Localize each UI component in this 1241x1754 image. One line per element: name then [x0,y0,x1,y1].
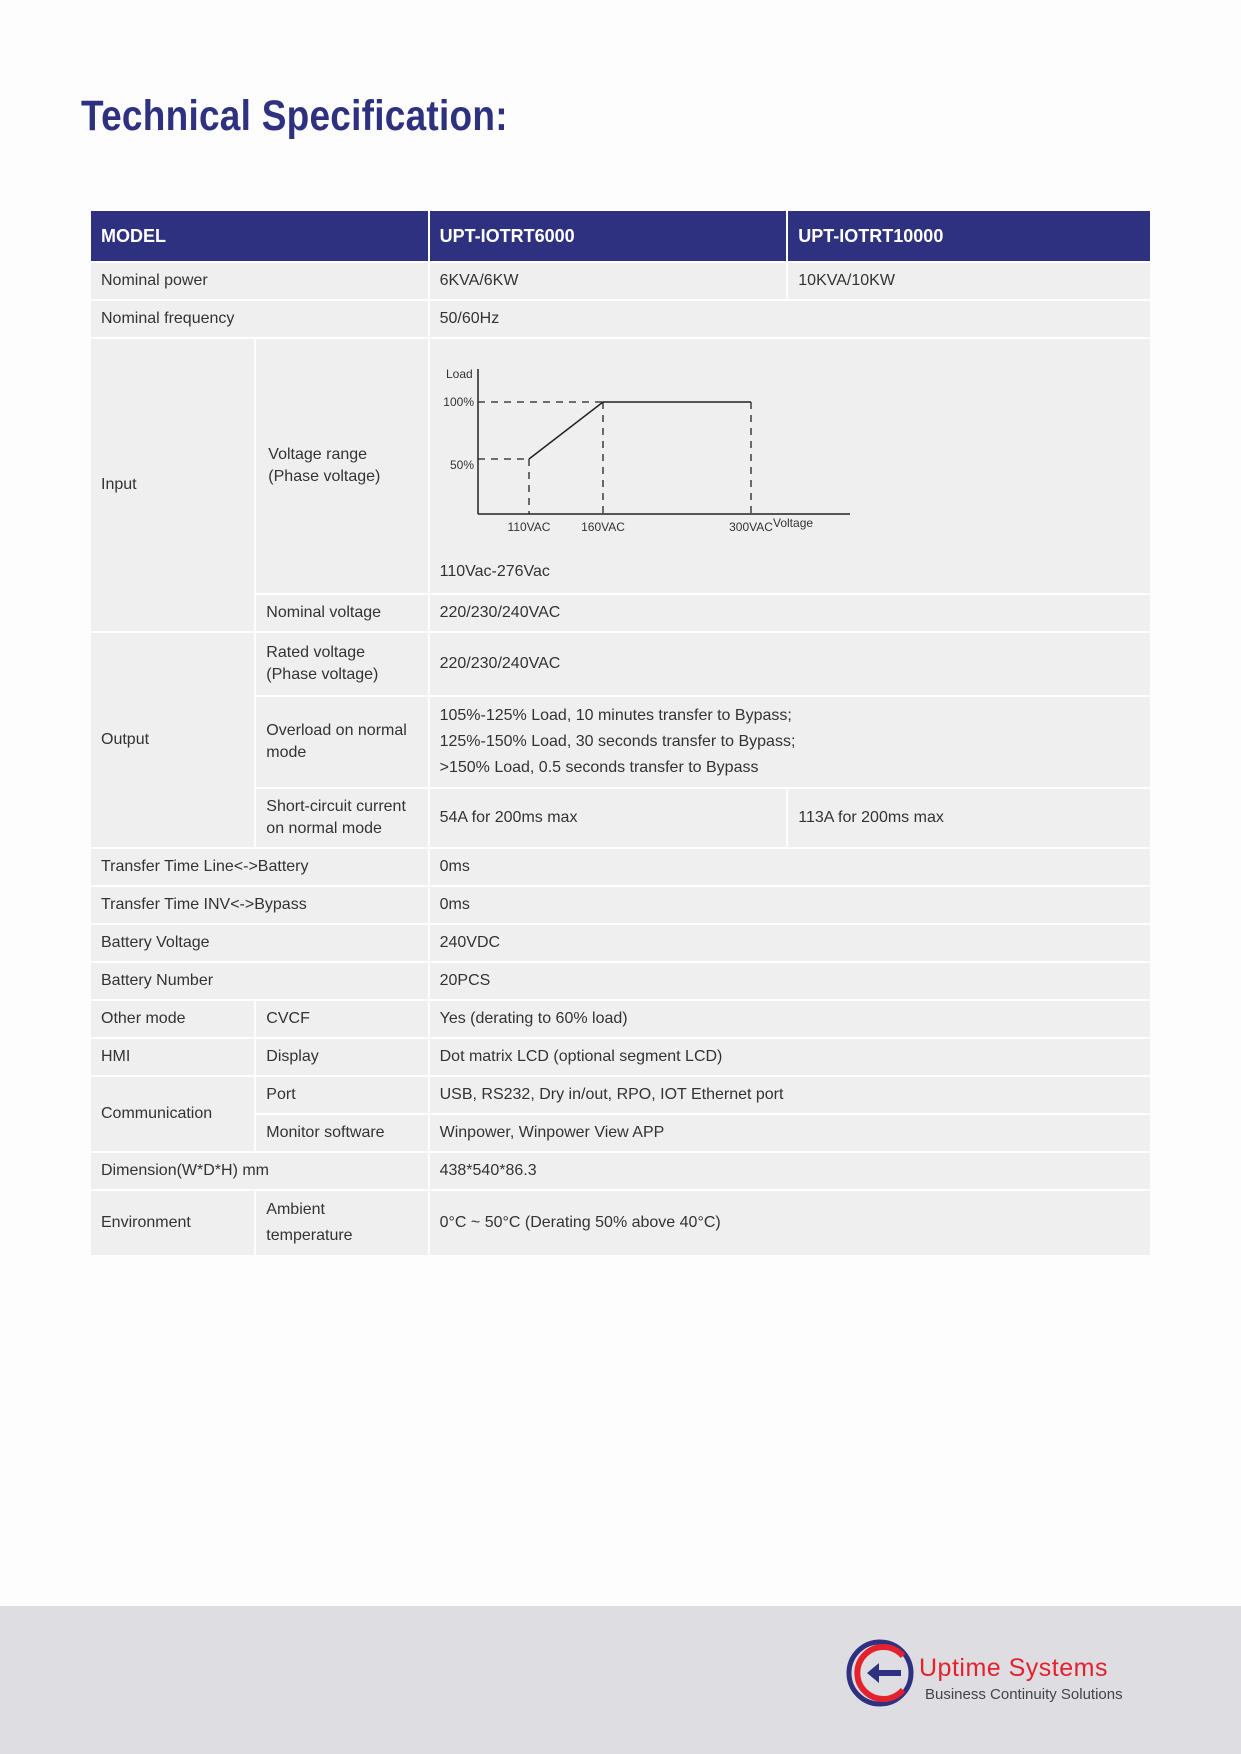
row-label: Short-circuit current on normal mode [256,789,427,847]
voltage-range-chart-cell [430,339,1150,593]
row-label: Overload on normal mode [256,697,427,787]
group-label-communication: Communication [91,1077,254,1151]
y-tick-label: 100% [442,395,474,409]
brand-name: Uptime Systems [919,1654,1108,1682]
cell-value: 54A for 200ms max [430,789,787,847]
brand-tagline: Business Continuity Solutions [925,1686,1123,1703]
logo-mark-icon [845,1636,921,1712]
table-row [91,887,1150,923]
row-label: Other mode [91,1001,254,1037]
table-row [91,263,1150,299]
cell-value: 113A for 200ms max [788,789,1150,847]
overload-line: 105%-125% Load, 10 minutes transfer to Bypass; [439,707,792,724]
rated-voltage-sub: (Phase voltage) [266,666,379,683]
temperature-label: temperature [266,1227,353,1244]
cell-value: 0°C ~ 50°C (Derating 50% above 40°C) [430,1191,1150,1255]
rated-voltage-label: Rated voltage [266,644,366,661]
voltage-range-sub: (Phase voltage) [268,468,381,485]
table-row [91,633,1150,695]
cell-value: 240VDC [430,925,1150,961]
overload-cell [430,697,1150,787]
table-row [91,1191,1150,1255]
cell-value: 20PCS [430,963,1150,999]
row-label: Transfer Time INV<->Bypass [91,887,428,923]
row-label: Battery Number [91,963,428,999]
cell-value: 220/230/240VAC [430,633,1150,695]
group-label-input: Input [91,339,254,631]
voltage-range-label: Voltage range [268,446,368,463]
load-voltage-chart [440,357,860,547]
table-row [91,925,1150,961]
group-label-output: Output [91,633,254,847]
row-label-rated-voltage [256,633,427,695]
header-model-6000: UPT-IOTRT6000 [430,211,787,261]
cell-value: 0ms [430,887,1150,923]
load-series-line [529,402,751,459]
cell-value: Dot matrix LCD (optional segment LCD) [430,1039,1150,1075]
cell-value: Yes (derating to 60% load) [430,1001,1150,1037]
x-tick-label: 110VAC [507,520,551,534]
table-row [91,1039,1150,1075]
company-logo [845,1636,1145,1716]
row-sublabel: Display [256,1039,427,1075]
page-title: Technical Specification: [81,92,508,140]
cell-value: 50/60Hz [430,301,1150,337]
table-row [91,963,1150,999]
cell-value: USB, RS232, Dry in/out, RPO, IOT Ethernet port [430,1077,1150,1113]
row-sublabel [256,1191,427,1255]
cell-value: 0ms [430,849,1150,885]
row-label: HMI [91,1039,254,1075]
row-label: Nominal voltage [256,595,427,631]
header-model-10000: UPT-IOTRT10000 [788,211,1150,261]
cell-value: 438*540*86.3 [430,1153,1150,1189]
y-axis-label: Load [445,367,473,381]
row-sublabel: Monitor software [256,1115,427,1151]
cell-value: 220/230/240VAC [430,595,1150,631]
table-row [91,1153,1150,1189]
table-row [91,849,1150,885]
row-label: Dimension(W*D*H) mm [91,1153,428,1189]
ambient-label: Ambient [266,1201,325,1218]
table-row [91,1077,1150,1113]
cell-value: 6KVA/6KW [430,263,787,299]
row-sublabel: CVCF [256,1001,427,1037]
x-axis-label: Voltage [772,516,813,530]
header-model: MODEL [91,211,428,261]
table-header-row [91,211,1150,261]
x-tick-label: 160VAC [580,520,625,534]
cell-value: 10KVA/10KW [788,263,1150,299]
row-label-voltage-range [256,339,427,593]
overload-line: >150% Load, 0.5 seconds transfer to Bypass [439,759,759,776]
table-row [91,301,1150,337]
table-row [91,1001,1150,1037]
x-tick-label: 300VAC [728,520,773,534]
cell-value: Winpower, Winpower View APP [430,1115,1150,1151]
voltage-range-value: 110Vac-276Vac [439,563,550,580]
row-label: Nominal power [91,263,428,299]
row-label: Transfer Time Line<->Battery [91,849,428,885]
row-label: Battery Voltage [91,925,428,961]
row-sublabel: Port [256,1077,427,1113]
overload-line: 125%-150% Load, 30 seconds transfer to Bypass; [439,733,796,750]
y-tick-label: 50% [449,458,474,472]
row-label: Nominal frequency [91,301,428,337]
row-label: Environment [91,1191,254,1255]
table-row [91,339,1150,593]
spec-table [89,209,1152,1257]
